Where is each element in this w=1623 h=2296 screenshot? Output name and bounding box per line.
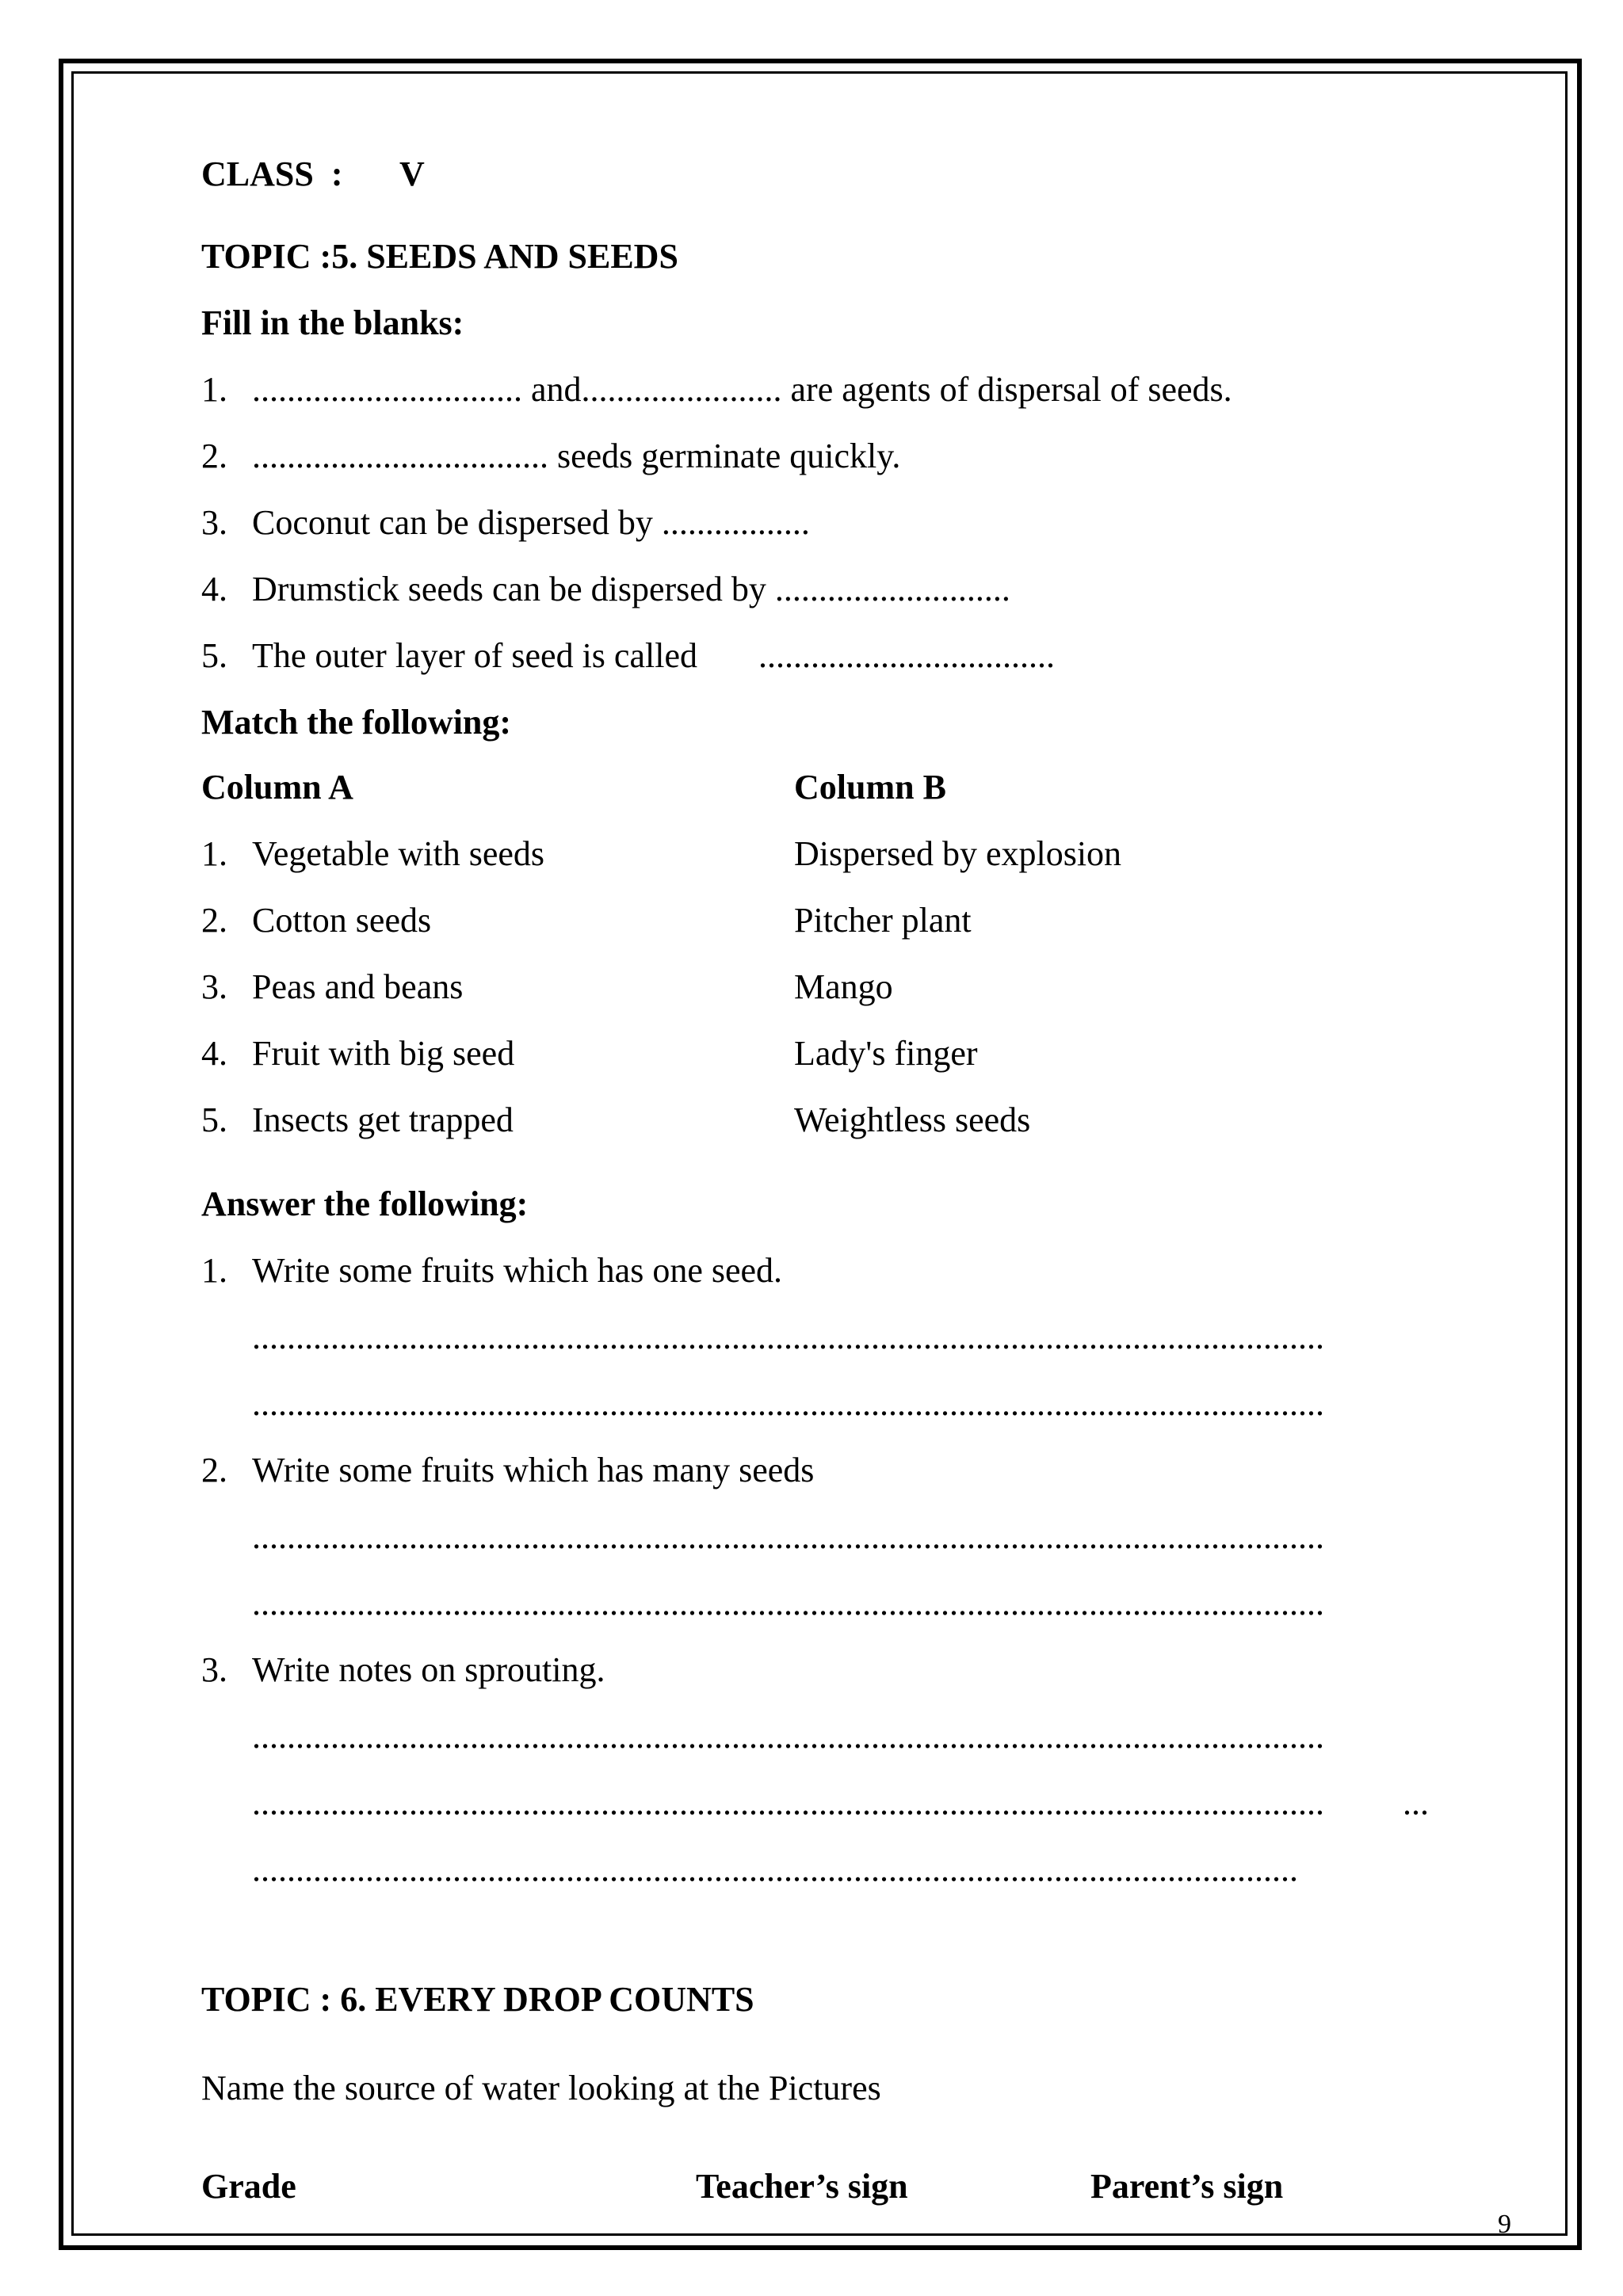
answer-line-short: ........................................................................................................................ xyxy=(252,1850,1298,1889)
fill-2-text: .................................. seeds germinate quickly. xyxy=(252,437,901,475)
topic6-title: TOPIC : 6. EVERY DROP COUNTS xyxy=(201,1980,754,2019)
fill-1-text: ............................... and....................... are agents of dispersal of seeds. xyxy=(252,370,1232,409)
fill-4-num: 4. xyxy=(201,570,227,608)
column-a-title: Column A xyxy=(201,768,353,807)
answer-line: ........................................................................................................................... xyxy=(252,1318,1324,1356)
topic5-title: TOPIC :5. SEEDS AND SEEDS xyxy=(201,237,678,276)
match-5-a: Insects get trapped xyxy=(252,1100,514,1139)
match-1-num: 1. xyxy=(201,834,227,873)
class-label: CLASS : xyxy=(201,154,343,193)
question-2-text: Write some fruits which has many seeds xyxy=(252,1451,815,1489)
fill-3-num: 3. xyxy=(201,503,227,542)
answer-line: ........................................................................................................................... xyxy=(252,1584,1324,1623)
topic6-instruction: Name the source of water looking at the Pictures xyxy=(201,2069,881,2107)
fill-5-num: 5. xyxy=(201,636,227,675)
answer-line: ........................................................................................................................... xyxy=(252,1783,1324,1822)
answer-line: ........................................................................................................................... xyxy=(252,1517,1324,1556)
match-3-num: 3. xyxy=(201,967,227,1006)
answer-line: ........................................................................................................................... xyxy=(252,1717,1324,1756)
match-2-num: 2. xyxy=(201,901,227,940)
fill-2-num: 2. xyxy=(201,437,227,475)
question-2-num: 2. xyxy=(201,1451,227,1489)
match-4-a: Fruit with big seed xyxy=(252,1034,515,1073)
teacher-sign-label: Teacher’s sign xyxy=(696,2167,908,2206)
question-3-num: 3. xyxy=(201,1650,227,1689)
answer-line-extra: ... xyxy=(1403,1783,1429,1822)
fill-5-text: The outer layer of seed is called .................................. xyxy=(252,636,1055,675)
match-4-b: Lady's finger xyxy=(794,1034,978,1073)
answer-heading: Answer the following: xyxy=(201,1184,529,1223)
match-5-num: 5. xyxy=(201,1100,227,1139)
grade-label: Grade xyxy=(201,2167,296,2206)
question-1-text: Write some fruits which has one seed. xyxy=(252,1251,783,1290)
match-1-b: Dispersed by explosion xyxy=(794,834,1122,873)
parent-sign-label: Parent’s sign xyxy=(1090,2167,1284,2206)
page-number: 9 xyxy=(1498,2210,1511,2239)
fill-4-text: Drumstick seeds can be dispersed by ........................... xyxy=(252,570,1010,608)
fill-3-text: Coconut can be dispersed by ................. xyxy=(252,503,810,542)
match-1-a: Vegetable with seeds xyxy=(252,834,544,873)
match-2-b: Pitcher plant xyxy=(794,901,972,940)
match-heading: Match the following: xyxy=(201,703,512,742)
match-3-b: Mango xyxy=(794,967,893,1006)
match-2-a: Cotton seeds xyxy=(252,901,432,940)
class-value: V xyxy=(399,154,425,193)
answer-line: ........................................................................................................................... xyxy=(252,1384,1324,1423)
question-1-num: 1. xyxy=(201,1251,227,1290)
fill-1-num: 1. xyxy=(201,370,227,409)
match-4-num: 4. xyxy=(201,1034,227,1073)
match-3-a: Peas and beans xyxy=(252,967,464,1006)
fill-heading: Fill in the blanks: xyxy=(201,303,464,342)
match-5-b: Weightless seeds xyxy=(794,1100,1031,1139)
question-3-text: Write notes on sprouting. xyxy=(252,1650,605,1689)
column-b-title: Column B xyxy=(794,768,946,807)
